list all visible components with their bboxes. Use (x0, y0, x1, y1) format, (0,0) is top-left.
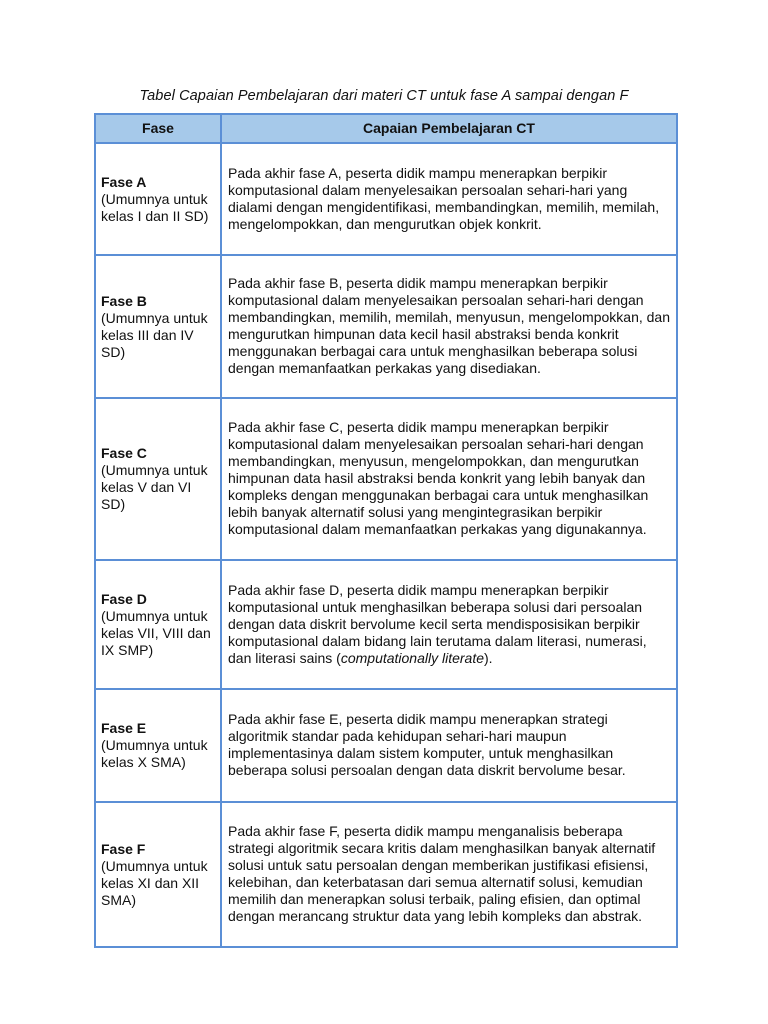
fase-description: (Umumnya untuk kelas V dan VI SD) (101, 462, 208, 512)
table-row (95, 802, 677, 947)
fase-cell (95, 255, 221, 398)
capaian-text: Pada akhir fase D, peserta didik mampu menerapkan berpikir komputasional untuk menghasilkan beberapa solusi dari persoalan dengan data diskrit bervolume kecil serta mendisposisikan berpikir komputasional dalam bidang lain terutama dalam literasi, numerasi, dan literasi sains ( (228, 581, 647, 666)
fase-description: (Umumnya untuk kelas X SMA) (101, 737, 208, 770)
fase-name: Fase F (101, 840, 146, 857)
table-row (95, 255, 677, 398)
fase-description: (Umumnya untuk kelas I dan II SD) (101, 190, 209, 224)
fase-description: (Umumnya untuk kelas VII, VIII dan IX SMP) (101, 607, 211, 658)
fase-name: Fase D (101, 590, 147, 607)
fase-cell (95, 802, 221, 947)
table-row (95, 143, 677, 255)
table-caption: Tabel Capaian Pembelajaran dari materi CT untuk fase A sampai dengan F (139, 88, 629, 104)
table-row (95, 689, 677, 802)
capaian-cell: Pada akhir fase C, peserta didik mampu menerapkan berpikir komputasional dalam menyelesaikan persoalan sehari-hari dengan membandingkan, menyusun, mengelompokkan, dan mengurutkan himpunan data hasil abstraksi benda konkrit yang lebih banyak dan kompleks dengan menggunakan berbagai cara untuk menghasilkan lebih banyak alternatif solusi yang mengintegrasikan berpikir komputasional dalam memanfaatkan perkakas yang digunakannya. (221, 398, 677, 560)
fase-name: Fase A (101, 173, 147, 190)
capaian-text-end: ). (484, 649, 493, 666)
capaian-cell (221, 560, 677, 689)
header-capaian: Capaian Pembelajaran CT (221, 114, 677, 143)
fase-name: Fase C (101, 445, 147, 461)
table-row (95, 560, 677, 689)
capaian-cell: Pada akhir fase A, peserta didik mampu menerapkan berpikir komputasional dalam menyelesaikan persoalan sehari-hari yang dialami dengan mengidentifikasi, membandingkan, memilih, memilah, mengelompokkan, dan mengurutkan objek konkrit. (221, 143, 677, 255)
table-row (95, 398, 677, 560)
fase-name: Fase B (101, 292, 147, 309)
fase-name: Fase E (101, 720, 147, 736)
fase-description: (Umumnya untuk kelas III dan IV SD) (101, 309, 208, 360)
capaian-table (94, 113, 678, 948)
fase-cell (95, 398, 221, 560)
capaian-emphasis: computationally literate (340, 649, 485, 666)
fase-cell (95, 143, 221, 255)
header-fase: Fase (95, 114, 221, 143)
capaian-cell: Pada akhir fase F, peserta didik mampu menganalisis beberapa strategi algoritmik secara kritis dalam menghasilkan banyak alternatif solusi untuk satu persoalan dengan memberikan justifikasi efisiensi, kelebihan, dan keterbatasan dari semua alternatif solusi, kemudian memilih dan menerapkan solusi terbaik, paling efisien, dan optimal dengan merancang struktur data yang lebih kompleks dan abstrak. (221, 802, 677, 947)
fase-cell (95, 689, 221, 802)
capaian-cell: Pada akhir fase B, peserta didik mampu menerapkan berpikir komputasional dalam menyelesaikan persoalan sehari-hari dengan membandingkan, memilih, memilah, menyusun, mengelompokkan, dan mengurutkan himpunan data kecil hasil abstraksi benda konkrit menggunakan berbagai cara untuk menghasilkan beberapa solusi dengan memanfaatkan perkakas yang disediakan. (221, 255, 677, 398)
table-header-row (95, 114, 677, 143)
fase-cell (95, 560, 221, 689)
capaian-cell: Pada akhir fase E, peserta didik mampu menerapkan strategi algoritmik standar pada kehidupan sehari-hari maupun implementasinya dalam sistem komputer, untuk menghasilkan beberapa solusi persoalan dengan data diskrit bervolume besar. (221, 689, 677, 802)
fase-description: (Umumnya untuk kelas XI dan XII SMA) (101, 857, 208, 908)
